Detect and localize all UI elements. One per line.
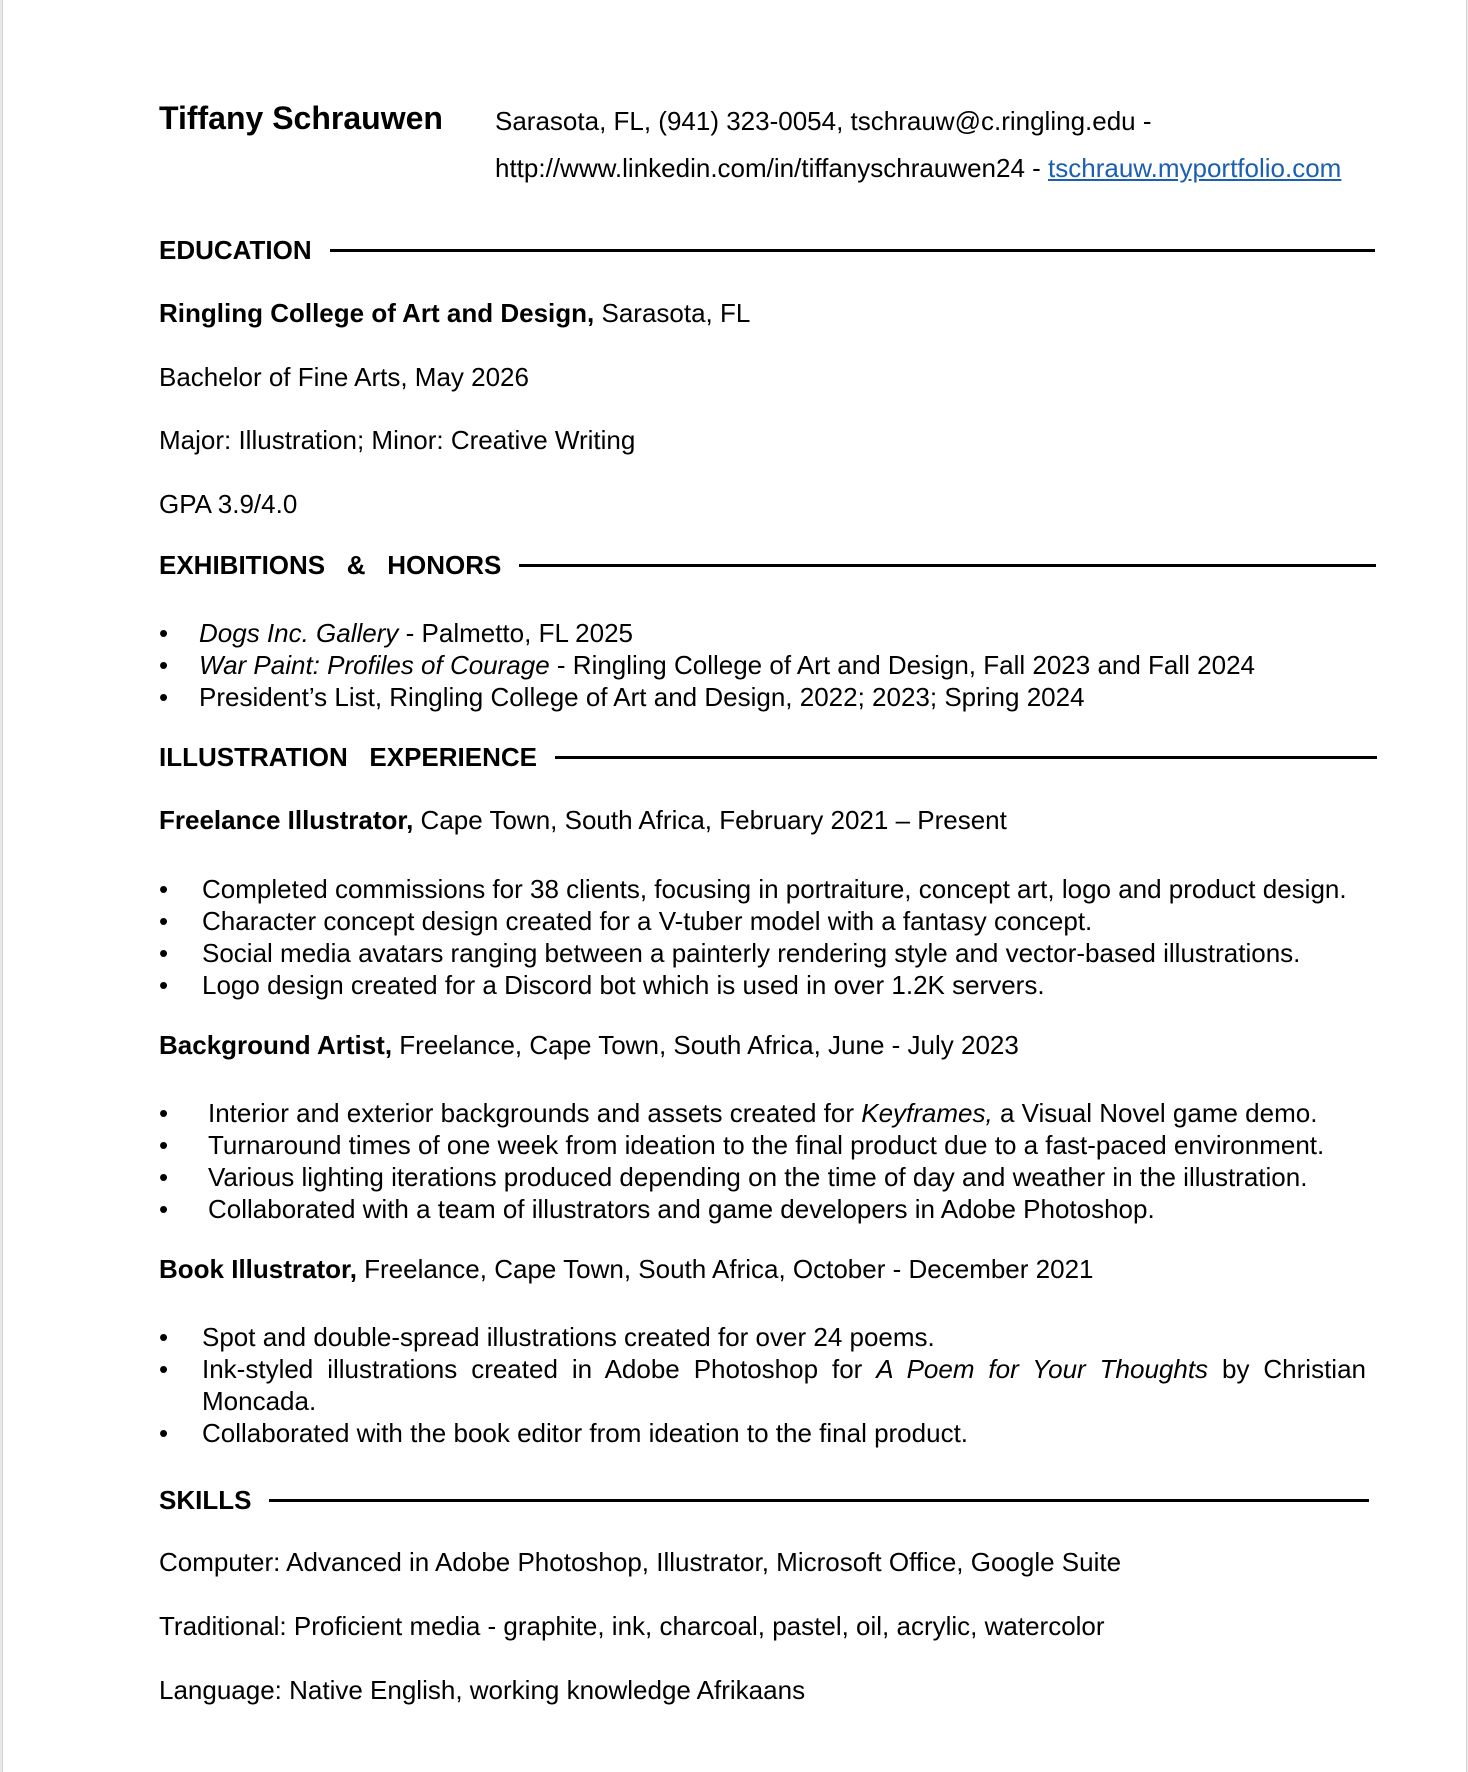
linkedin-url: http://www.linkedin.com/in/tiffanyschrauwen24 - [495, 153, 1049, 183]
skills-traditional: Traditional: Proficient media - graphite, ink, charcoal, pastel, oil, acrylic, watercolor [159, 1611, 1105, 1641]
list-item: • Turnaround times of one week from ideation to the final product due to a fast-paced environment. [159, 1130, 1325, 1160]
experience-heading: ILLUSTRATION EXPERIENCE [159, 742, 537, 772]
list-item: • President’s List, Ringling College of Art and Design, 2022; 2023; Spring 2024 [159, 682, 1085, 712]
section-divider [330, 249, 1375, 252]
gpa: GPA 3.9/4.0 [159, 489, 298, 519]
exhibitions-heading-row [159, 550, 1376, 581]
list-item: • War Paint: Profiles of Courage - Ringling College of Art and Design, Fall 2023 and Fall 2024 [159, 650, 1256, 680]
job-title-line: Book Illustrator, Freelance, Cape Town, South Africa, October - December 2021 [159, 1254, 1094, 1284]
skills-language: Language: Native English, working knowledge Afrikaans [159, 1675, 806, 1705]
job-bullets [159, 1097, 1369, 1225]
education-heading-row [159, 235, 1375, 266]
job-title-line: Background Artist, Freelance, Cape Town, South Africa, June - July 2023 [159, 1030, 1019, 1060]
school-name: Ringling College of Art and Design, [159, 298, 595, 328]
job-bullets [159, 873, 1369, 1001]
portfolio-link[interactable]: tschrauw.myportfolio.com [1048, 153, 1342, 183]
skills-heading-row [159, 1485, 1369, 1516]
job-bullets [159, 1321, 1366, 1449]
section-divider [519, 564, 1376, 567]
school-line [159, 298, 750, 329]
skills-computer: Computer: Advanced in Adobe Photoshop, Illustrator, Microsoft Office, Google Suite [159, 1547, 1122, 1577]
list-item: • Collaborated with a team of illustrators and game developers in Adobe Photoshop. [159, 1194, 1155, 1224]
section-divider [555, 756, 1377, 759]
skills-heading: SKILLS [159, 1485, 252, 1515]
list-item: • Completed commissions for 38 clients, focusing in portraiture, concept art, logo and product design. [159, 874, 1347, 904]
list-item: • Interior and exterior backgrounds and assets created for Keyframes, a Visual Novel game demo. [159, 1098, 1318, 1128]
list-item: • Collaborated with the book editor from ideation to the final product. [159, 1418, 969, 1448]
contact-line-1: Sarasota, FL, (941) 323-0054, tschrauw@c.ringling.edu - [495, 106, 1152, 136]
education-heading: EDUCATION [159, 235, 312, 265]
school-location: Sarasota, FL [594, 298, 751, 328]
list-item: • Spot and double-spread illustrations created for over 24 poems. [159, 1322, 935, 1352]
list-item: • Logo design created for a Discord bot which is used in over 1.2K servers. [159, 970, 1045, 1000]
job-title-line: Freelance Illustrator, Cape Town, South Africa, February 2021 – Present [159, 805, 1007, 835]
list-item: • Social media avatars ranging between a painterly rendering style and vector-based illustrations. [159, 938, 1301, 968]
list-item: • Dogs Inc. Gallery - Palmetto, FL 2025 [159, 618, 634, 648]
list-item: • Ink-styled illustrations created in Adobe Photoshop for A Poem for Your Thoughts by Christian Moncada. [159, 1354, 1366, 1416]
contact-line-2 [495, 153, 1341, 184]
section-divider [269, 1499, 1369, 1502]
resume-page [2, 0, 1467, 1772]
list-item: • Various lighting iterations produced depending on the time of day and weather in the illustration. [159, 1162, 1308, 1192]
experience-heading-row [159, 742, 1377, 773]
degree: Bachelor of Fine Arts, May 2026 [159, 362, 529, 392]
list-item: • Character concept design created for a V-tuber model with a fantasy concept. [159, 906, 1093, 936]
major-minor: Major: Illustration; Minor: Creative Writing [159, 425, 636, 455]
exhibitions-list [159, 617, 1359, 713]
exhibitions-heading: EXHIBITIONS & HONORS [159, 550, 502, 580]
applicant-name: Tiffany Schrauwen [159, 100, 443, 136]
